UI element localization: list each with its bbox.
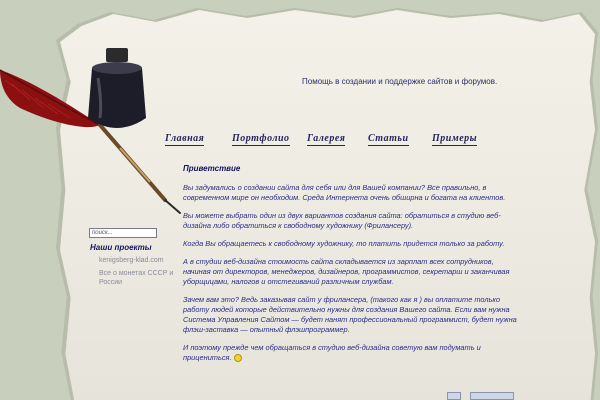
project-link-coins[interactable]: Все о монетах СССР и России — [99, 270, 174, 286]
search-input[interactable]: поиск... — [89, 228, 157, 238]
inkwell-icon — [84, 48, 150, 138]
paragraph: А в студии веб-дизайна стоимость сайта складывается из зарплат всех сотрудников, начиная от директоров, менеджеров, дизайнеров, программистов, секретарш и заканчивая уборщицами, налогов и отстегиваний различным службам. — [183, 257, 510, 286]
page-heading: Приветствие — [183, 164, 241, 173]
nav-item-home[interactable]: Главная — [165, 133, 205, 144]
counter-badge-icon[interactable] — [470, 392, 514, 400]
paragraph-last — [183, 343, 523, 363]
site-tagline: Помощь в создании и поддержке сайтов и форумов. — [302, 77, 498, 86]
main-content — [183, 164, 523, 371]
counter-badge-icon[interactable] — [447, 392, 461, 400]
paragraph: Зачем вам это? Ведь заказывая сайт у фрилансера, (такого как я ) вы оплатите только работу людей которые действительно нужны для создания Вашего сайта. Если вам нужна Система Управления Сайтом — будет нанят профессиональный программист, будет нужна флэш-заставка — опытный флэшпрограммер. — [183, 295, 517, 334]
paragraph-text: И поэтому прежде чем обращаться в студию веб-дизайна советую вам подумать и прицениться. — [183, 343, 481, 362]
nav-item-examples[interactable]: Примеры — [432, 133, 478, 144]
paragraph: Вы можете выбрать один из двух вариантов создания сайта: обратиться в студию веб-дизайна либо обратиться к свободному художнику (Фрилансеру). — [183, 211, 501, 230]
paragraph: Когда Вы обращаетесь к свободному художнику, то платить придется только за работу. — [183, 239, 505, 248]
smiley-icon — [234, 354, 242, 362]
nav-item-gallery[interactable]: Галерея — [307, 133, 346, 144]
project-link-kenigsberg[interactable]: kenigsberg-klad.com — [99, 257, 164, 264]
projects-title: Наши проекты — [90, 243, 152, 252]
nav-item-articles[interactable]: Статьи — [368, 133, 409, 144]
main-navigation — [162, 133, 502, 149]
paragraph: Вы задумались о создании сайта для себя или для Вашей компании? Все правильно, в современном мире он необходим. Среда Интернета очень обширна и богата на клиентов. — [183, 183, 506, 202]
nav-item-portfolio[interactable]: Портфолио — [232, 133, 290, 144]
